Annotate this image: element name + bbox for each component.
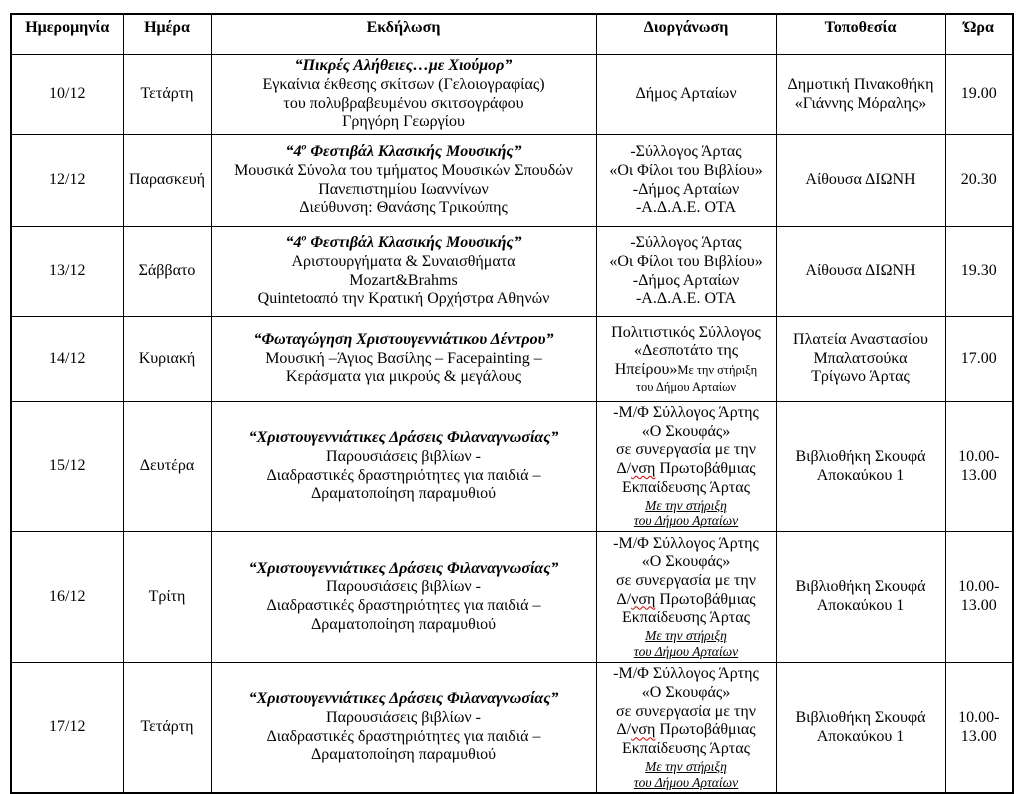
- table-row: [11, 402, 1013, 532]
- cell-line: Μπαλατσούκα: [813, 349, 908, 367]
- date-cell: [11, 135, 123, 227]
- cell-line: «Ο Σκουφάς»: [641, 422, 731, 440]
- cell-line: -Σύλλογος Άρτας: [630, 234, 742, 252]
- cell-segment: Ηπείρου»: [614, 361, 678, 379]
- cell-line: Διαδραστικές δραστηριότητες για παιδιά –: [266, 727, 541, 745]
- table-row: [11, 227, 1013, 317]
- cell-segment: του Δήμου Αρταίων: [633, 774, 739, 790]
- column-header-time: Ώρα: [945, 14, 1013, 55]
- cell-line: Μουσικά Σύνολα του τμήματος Μουσικών Σπουδών: [234, 161, 573, 179]
- event-cell: [211, 227, 596, 317]
- cell-segment: Με την στήριξη: [677, 363, 758, 378]
- cell-line: σε συνεργασία με την: [616, 702, 756, 720]
- day-cell: [123, 317, 211, 402]
- cell-line: -Α.Δ.Α.Ε. ΟΤΑ: [635, 199, 737, 217]
- cell-line: Εκπαίδευσης Άρτας: [622, 478, 750, 496]
- cell-line: Τετάρτη: [140, 718, 194, 736]
- cell-segment: Δ/: [616, 721, 632, 739]
- cell-line: 15/12: [49, 457, 86, 475]
- events-table: [10, 13, 1014, 794]
- cell-line: Εκπαίδευσης Άρτας: [622, 609, 750, 627]
- column-header-location: Τοποθεσία: [776, 14, 945, 55]
- cell-line: «Ο Σκουφάς»: [641, 683, 731, 701]
- cell-line: -Σύλλογος Άρτας: [630, 143, 742, 161]
- event-cell: [211, 663, 596, 794]
- cell-line: Πλατεία Αναστασίου: [793, 330, 928, 348]
- cell-line: Βιβλιοθήκη Σκουφά: [795, 447, 926, 465]
- cell-line: Τρίγωνο Άρτας: [811, 368, 910, 386]
- cell-line: Σάββατο: [138, 262, 196, 280]
- cell-line: 10/12: [49, 85, 86, 103]
- cell-line: [600, 513, 773, 529]
- event-cell: [211, 135, 596, 227]
- day-cell: [123, 227, 211, 317]
- cell-line: Αποκαύκου 1: [816, 466, 905, 484]
- cell-line: [215, 143, 593, 162]
- cell-line: [600, 759, 773, 775]
- organizer-cell: [596, 227, 776, 317]
- cell-line: Δραματοποίηση παραμυθιού: [310, 615, 496, 633]
- column-header-day: Ημέρα: [123, 14, 211, 55]
- date-cell: [11, 663, 123, 794]
- location-cell: [776, 532, 945, 663]
- location-cell: [776, 317, 945, 402]
- cell-line: «Δεσποτάτο της: [633, 342, 739, 360]
- cell-line: Πολιτιστικός Σύλλογος: [611, 323, 761, 341]
- cell-segment: “Χριστουγεννιάτικες Δράσεις Φιλαναγνωσίας”: [248, 429, 559, 447]
- cell-line: Τετάρτη: [140, 85, 194, 103]
- cell-line: 14/12: [49, 349, 86, 367]
- cell-segment: Φεστιβάλ Κλασικής Μουσικής”: [306, 234, 522, 252]
- cell-segment: Δ/: [616, 590, 632, 608]
- cell-line: «Γιάννης Μόραλης»: [794, 94, 927, 112]
- cell-line: Διαδραστικές δραστηριότητες για παιδιά –: [266, 466, 541, 484]
- table-row: [11, 532, 1013, 663]
- event-cell: [211, 402, 596, 532]
- cell-line: 20.30: [960, 171, 997, 189]
- cell-line: Πανεπιστημίου Ιωαννίνων: [318, 180, 489, 198]
- organizer-cell: [596, 317, 776, 402]
- cell-line: Παρουσιάσεις βιβλίων -: [326, 447, 481, 465]
- cell-segment: Δ/: [616, 460, 632, 478]
- cell-line: Δραματοποίηση παραμυθιού: [310, 485, 496, 503]
- cell-line: 17/12: [49, 718, 86, 736]
- location-cell: [776, 663, 945, 794]
- cell-line: «Ο Σκουφάς»: [641, 553, 731, 571]
- cell-segment: νση: [631, 721, 656, 739]
- cell-line: [600, 361, 773, 380]
- location-cell: [776, 227, 945, 317]
- cell-line: Δευτέρα: [139, 457, 195, 475]
- cell-line: Αίθουσα ΔΙΩΝΗ: [805, 262, 916, 280]
- cell-line: 19.00: [960, 85, 997, 103]
- cell-segment: του Δήμου Αρταίων: [635, 379, 737, 394]
- time-cell: [945, 317, 1013, 402]
- cell-line: [600, 591, 773, 610]
- cell-line: [215, 331, 593, 350]
- time-cell: [945, 135, 1013, 227]
- day-cell: [123, 532, 211, 663]
- cell-line: [600, 498, 773, 514]
- cell-segment: “Χριστουγεννιάτικες Δράσεις Φιλαναγνωσίας”: [248, 690, 559, 708]
- location-cell: [776, 55, 945, 135]
- cell-segment: νση: [631, 460, 656, 478]
- cell-segment: “4: [285, 234, 302, 252]
- organizer-cell: [596, 55, 776, 135]
- cell-line: Δημοτική Πινακοθήκη: [787, 75, 934, 93]
- cell-segment: νση: [631, 590, 656, 608]
- cell-line: Κεράσματα για μικρούς & μεγάλους: [285, 368, 522, 386]
- location-cell: [776, 135, 945, 227]
- cell-line: 10.00-: [958, 709, 1000, 727]
- cell-line: Παρουσιάσεις βιβλίων -: [326, 709, 481, 727]
- cell-segment: Φεστιβάλ Κλασικής Μουσικής”: [306, 143, 522, 161]
- column-header-organizer: Διοργάνωση: [596, 14, 776, 55]
- cell-line: 16/12: [49, 587, 86, 605]
- time-cell: [945, 55, 1013, 135]
- cell-line: -Δήμος Αρταίων: [632, 271, 740, 289]
- cell-line: [600, 460, 773, 479]
- organizer-cell: [596, 135, 776, 227]
- day-cell: [123, 402, 211, 532]
- organizer-cell: [596, 663, 776, 794]
- date-cell: [11, 402, 123, 532]
- date-cell: [11, 227, 123, 317]
- cell-line: Quintetoαπό την Κρατική Ορχήστρα Αθηνών: [257, 290, 550, 308]
- column-header-date: Ημερομηνία: [11, 14, 123, 55]
- table-body: [11, 55, 1013, 794]
- cell-line: Εκπαίδευσης Άρτας: [622, 740, 750, 758]
- cell-line: Μουσική –Άγιος Βασίλης – Facepainting –: [265, 349, 542, 367]
- cell-segment: Πρωτοβάθμιας: [655, 460, 756, 478]
- cell-segment: του Δήμου Αρταίων: [633, 643, 739, 659]
- cell-line: Τρίτη: [148, 587, 186, 605]
- cell-line: Αριστουργήματα & Συναισθήματα: [291, 252, 516, 270]
- cell-line: σε συνεργασία με την: [616, 441, 756, 459]
- cell-segment: “Πικρές Αλήθειες…με Χιούμορ”: [294, 57, 513, 75]
- date-cell: [11, 317, 123, 402]
- organizer-cell: [596, 532, 776, 663]
- cell-line: -Μ/Φ Σύλλογος Άρτης: [613, 534, 759, 552]
- cell-line: Δήμος Αρταίων: [635, 85, 737, 103]
- cell-line: Βιβλιοθήκη Σκουφά: [795, 709, 926, 727]
- cell-line: [600, 380, 773, 395]
- cell-line: [215, 429, 593, 448]
- cell-line: -Α.Δ.Α.Ε. ΟΤΑ: [635, 290, 737, 308]
- cell-line: 19.30: [960, 262, 997, 280]
- cell-line: Διαδραστικές δραστηριότητες για παιδιά –: [266, 597, 541, 615]
- cell-line: «Οι Φίλοι του Βιβλίου»: [609, 161, 763, 179]
- table-row: [11, 55, 1013, 135]
- cell-segment: Πρωτοβάθμιας: [655, 590, 756, 608]
- cell-line: Δραματοποίηση παραμυθιού: [310, 746, 496, 764]
- day-cell: [123, 55, 211, 135]
- cell-line: Παρουσιάσεις βιβλίων -: [326, 578, 481, 596]
- cell-line: του πολυβραβευμένου σκιτσογράφου: [283, 94, 524, 112]
- table-row: [11, 135, 1013, 227]
- cell-line: [600, 721, 773, 740]
- cell-segment: “Φωταγώγηση Χριστουγεννιάτικου Δέντρου”: [253, 330, 554, 348]
- time-cell: [945, 402, 1013, 532]
- cell-line: 17.00: [960, 349, 997, 367]
- cell-segment: “Χριστουγεννιάτικες Δράσεις Φιλαναγνωσίας”: [248, 559, 559, 577]
- cell-line: Mozart&Brahms: [349, 271, 458, 289]
- column-header-event: Εκδήλωση: [211, 14, 596, 55]
- time-cell: [945, 663, 1013, 794]
- cell-line: 13/12: [49, 262, 86, 280]
- cell-line: 10.00-: [958, 578, 1000, 596]
- cell-line: Γρηγόρη Γεωργίου: [342, 113, 465, 131]
- cell-line: 13.00: [960, 727, 997, 745]
- events-schedule-page: [10, 13, 1014, 794]
- time-cell: [945, 532, 1013, 663]
- cell-line: [600, 628, 773, 644]
- cell-segment: ο: [301, 232, 307, 244]
- cell-line: 12/12: [49, 171, 86, 189]
- cell-line: Αίθουσα ΔΙΩΝΗ: [805, 171, 916, 189]
- cell-line: 13.00: [960, 466, 997, 484]
- location-cell: [776, 402, 945, 532]
- cell-line: Διεύθυνση: Θανάσης Τρικούπης: [299, 199, 508, 217]
- cell-line: [215, 690, 593, 709]
- table-row: [11, 663, 1013, 794]
- cell-line: Εγκαίνια έκθεσης σκίτσων (Γελοιογραφίας): [262, 75, 545, 93]
- cell-line: Αποκαύκου 1: [816, 597, 905, 615]
- cell-line: 13.00: [960, 597, 997, 615]
- time-cell: [945, 227, 1013, 317]
- cell-line: 10.00-: [958, 447, 1000, 465]
- cell-line: -Δήμος Αρταίων: [632, 180, 740, 198]
- event-cell: [211, 55, 596, 135]
- cell-line: «Οι Φίλοι του Βιβλίου»: [609, 252, 763, 270]
- date-cell: [11, 532, 123, 663]
- organizer-cell: [596, 402, 776, 532]
- event-cell: [211, 532, 596, 663]
- cell-line: Κυριακή: [138, 349, 196, 367]
- event-cell: [211, 317, 596, 402]
- cell-line: [600, 775, 773, 791]
- table-header-row: [11, 14, 1013, 55]
- cell-segment: του Δήμου Αρταίων: [633, 513, 739, 529]
- cell-segment: Με την στήριξη: [645, 628, 727, 644]
- table-row: [11, 317, 1013, 402]
- cell-segment: Με την στήριξη: [645, 497, 727, 513]
- cell-segment: Πρωτοβάθμιας: [655, 721, 756, 739]
- cell-line: [215, 560, 593, 579]
- day-cell: [123, 663, 211, 794]
- cell-line: [215, 57, 593, 76]
- cell-line: -Μ/Φ Σύλλογος Άρτης: [613, 665, 759, 683]
- date-cell: [11, 55, 123, 135]
- cell-line: -Μ/Φ Σύλλογος Άρτης: [613, 404, 759, 421]
- cell-segment: ο: [301, 141, 307, 153]
- cell-line: [215, 234, 593, 253]
- cell-segment: Με την στήριξη: [645, 758, 727, 774]
- day-cell: [123, 135, 211, 227]
- cell-line: Αποκαύκου 1: [816, 727, 905, 745]
- cell-line: Παρασκευή: [129, 171, 205, 189]
- cell-segment: “4: [285, 143, 302, 161]
- cell-line: Βιβλιοθήκη Σκουφά: [795, 578, 926, 596]
- cell-line: [600, 644, 773, 660]
- cell-line: σε συνεργασία με την: [616, 572, 756, 590]
